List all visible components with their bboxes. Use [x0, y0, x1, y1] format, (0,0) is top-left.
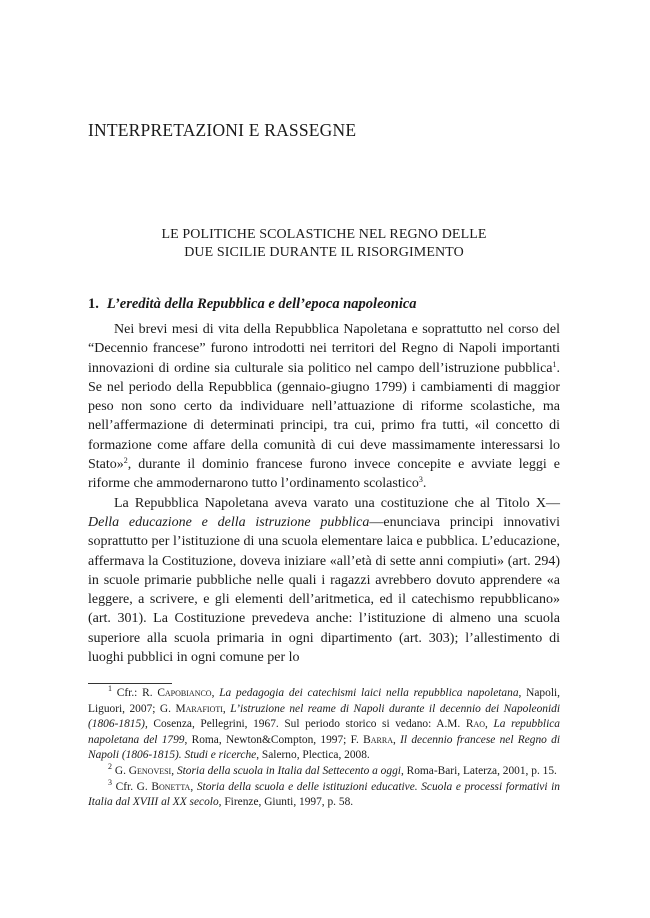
- body-text: [88, 320, 560, 667]
- footnote-text: ,: [222, 702, 231, 715]
- paragraph-2-italic: Della educazione e della istruzione pubblica: [88, 514, 370, 530]
- footnote-text: , Cosenza, Pellegrini, 1967. Sul periodo storico si vedano: A.M.: [144, 718, 466, 731]
- footnote-text: ,: [190, 780, 197, 793]
- footnote-text: ,: [211, 687, 220, 699]
- footnote-title: La repubblica napoletana del 1799: [88, 718, 561, 746]
- footnote-2: [88, 761, 560, 780]
- paragraph-1-text: , durante il dominio francese furono invece concepite e avviate leggi e riforme che ammodernarono tutto l’ordinamento scolastico: [88, 457, 560, 492]
- section-heading: [88, 296, 417, 313]
- footnote-title: Il decennio francese nel Regno di Napoli (1806-1815). Studi e ricerche: [88, 733, 560, 762]
- footnote-text: ,: [392, 733, 401, 746]
- section-heading-title: L’eredità della Repubblica e dell’epoca napoleonica: [106, 296, 417, 312]
- footnotes: [88, 686, 560, 811]
- footnote-3: [88, 777, 560, 811]
- paragraph-2-text: —enunciava principi innovativi soprattutto per l’istituzione di una scuola elementare laica e pubblica. L’educazione, affermava la Costituzione, doveva iniziare «all’età di sette anni compiuti» (art. 294) in scuole primarie pubbliche nelle quali i ragazzi avrebbero dovuto apprendere «a leggere, a scrivere, e gli elementi dell’aritmetica, ed il catechismo repubblicano» (art. 301). La Costituzione prevedeva anche: l’istituzione di almeno una scuola superiore alla scuola primaria in ogni dipartimento (art. 303); l’allestimento di luoghi pubblici in ogni comune per lo: [88, 514, 561, 666]
- footnote-1: [88, 686, 560, 764]
- footnote-number: 2: [108, 761, 112, 771]
- footnote-number: 1: [108, 684, 112, 693]
- footnote-text: Cfr. G.: [112, 780, 152, 793]
- paragraph-1-text: . Se nel periodo della Repubblica (gennaio-giugno 1799) i cambiamenti di maggior peso non sono certo da individuare nell’attuazione di riforme scolastiche, ma nell’affermazione di determinati principi, tra cui, primo fra tutti, «il concetto di formazione come affare della comunità di cui deve massimamente interessarsi lo Stato»: [88, 360, 560, 473]
- footnote-text: , Firenze, Giunti, 1997, p. 58.: [218, 796, 354, 809]
- paragraph-1-text: Nei brevi mesi di vita della Repubblica Napoletana e soprattutto nel corso del “Decennio francese” furono introdotti nei territori del Regno di Napoli importanti innovazioni di ordine sia culturale sia politico nel campo dell’istruzione pubblica: [88, 322, 560, 376]
- footnote-author: Capobianco: [157, 687, 212, 699]
- section-number: 1.: [88, 296, 99, 312]
- footnote-ref-1[interactable]: 1: [552, 359, 557, 369]
- footnote-text: ,: [485, 718, 494, 731]
- footnote-text: Cfr.: R.: [112, 687, 158, 699]
- footnote-title: Storia della scuola in Italia dal Settecento a oggi: [176, 764, 401, 777]
- footnote-text: , Roma-Bari, Laterza, 2001, p. 15.: [400, 764, 557, 777]
- footnote-author: Barra: [363, 733, 393, 746]
- footnote-text: ,: [171, 764, 177, 777]
- section-header: INTERPRETAZIONI E RASSEGNE: [88, 120, 357, 140]
- paragraph-2: [88, 494, 560, 668]
- article-title: [88, 226, 560, 262]
- footnote-text: , Salerno, Plectica, 2008.: [256, 749, 370, 762]
- footnote-author: Bonetta: [151, 780, 191, 793]
- footnote-text: , Roma, Newton&Compton, 1997; F.: [184, 733, 364, 746]
- footnote-author: Rao: [465, 718, 486, 731]
- footnote-author: Marafioti: [175, 702, 223, 715]
- paragraph-1: [88, 320, 560, 494]
- paragraph-2-text: La Repubblica Napoletana aveva varato una costituzione che al Titolo X—: [114, 495, 560, 511]
- footnote-author: Genovesi: [128, 764, 172, 777]
- footnote-text: , Napoli, Liguori, 2007; G.: [88, 687, 560, 715]
- footnote-title: L’istruzione nel reame di Napoli durante il decennio dei Napoleonidi (1806-1815): [88, 702, 561, 731]
- footnote-ref-3[interactable]: 3: [418, 475, 423, 485]
- footnote-number: 3: [108, 777, 112, 787]
- article-title-line-2: DUE SICILIE DURANTE IL RISORGIMENTO: [184, 245, 464, 260]
- footnote-title: Storia della scuola e delle istituzioni educative. Scuola e processi formativi in Italia dal XVIII al XX secolo: [88, 780, 560, 809]
- footnote-divider: [88, 683, 172, 684]
- article-title-line-1: LE POLITICHE SCOLASTICHE NEL REGNO DELLE: [161, 227, 487, 242]
- paragraph-1-text: .: [422, 476, 427, 492]
- footnote-text: G.: [112, 764, 129, 777]
- footnote-title: La pedagogia dei catechismi laici nella repubblica napoletana: [219, 687, 519, 699]
- footnote-ref-2[interactable]: 2: [123, 456, 128, 466]
